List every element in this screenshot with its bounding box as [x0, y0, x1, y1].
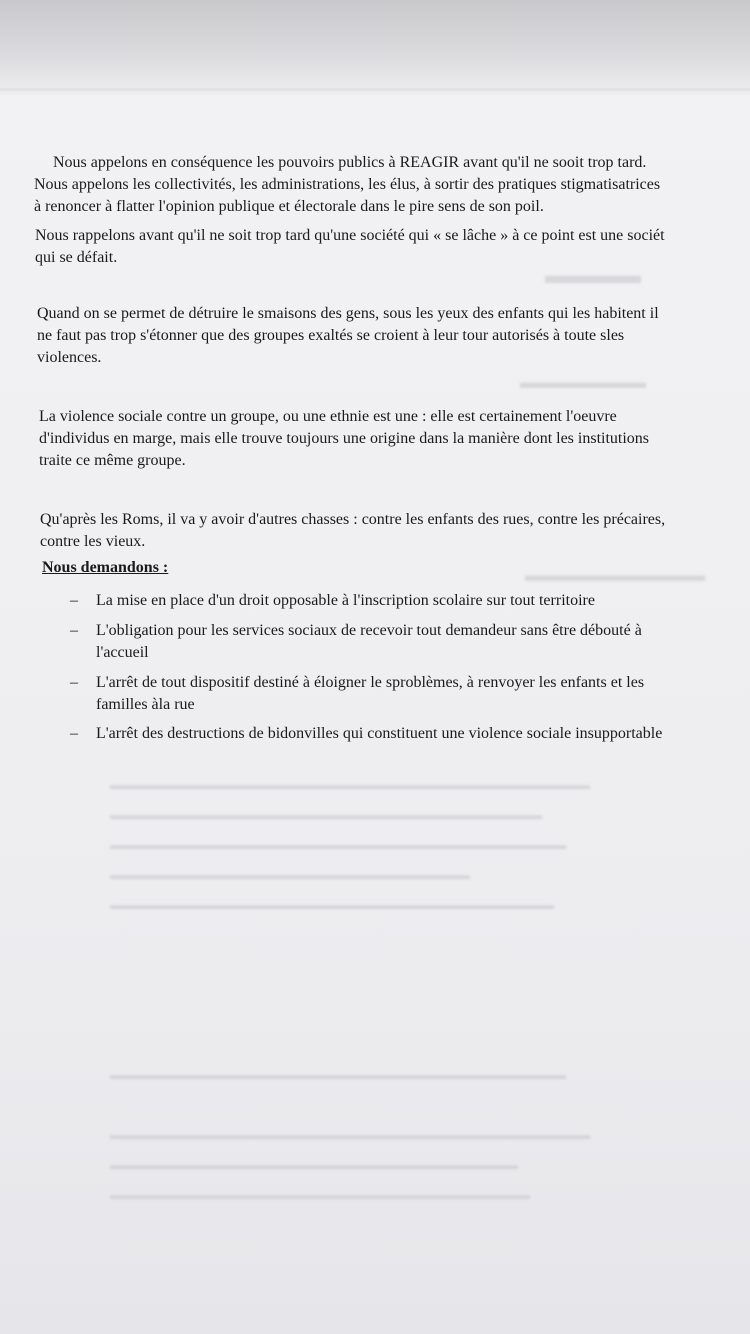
text-line: violences.	[37, 349, 102, 366]
list-item	[70, 590, 595, 612]
dash-bullet: –	[70, 592, 78, 609]
demands-heading: Nous demandons :	[42, 559, 169, 576]
bleed-through-mark: ▬▬▬▬	[545, 262, 641, 289]
text-line: à renoncer à flatter l'opinion publique et électorale dans le pire sens de son poil.	[34, 198, 544, 215]
text-line: contre les vieux.	[40, 533, 146, 550]
paragraph-destruction	[37, 303, 659, 369]
top-shadow	[0, 0, 750, 95]
text-line: Qu'après les Roms, il va y avoir d'autres chasses : contre les enfants des rues, contre les précaires,	[40, 511, 666, 528]
text-line: l'accueil	[96, 644, 149, 661]
list-item	[70, 620, 642, 664]
dash-bullet: –	[70, 622, 78, 639]
text-line: L'arrêt de tout dispositif destiné à éloigner le sproblèmes, à renvoyer les enfants et les	[96, 674, 645, 691]
dash-bullet: –	[70, 725, 78, 742]
dash-bullet: –	[70, 674, 78, 691]
bleed-through-mark: ▬▬▬▬▬▬▬▬▬▬▬▬▬▬▬▬▬▬▬▬▬▬▬▬▬▬▬▬▬▬▬▬▬▬▬▬▬▬▬▬ ▬▬▬▬▬▬▬▬▬▬▬▬▬▬▬▬▬▬▬▬▬▬▬▬▬▬▬▬▬▬▬▬▬▬▬▬ ▬▬▬▬▬▬▬▬▬▬▬▬▬▬▬▬▬▬▬▬▬▬▬▬▬▬▬▬▬▬▬▬▬▬▬▬▬▬ ▬▬▬▬▬▬▬▬▬▬▬▬▬▬▬▬▬▬▬▬▬▬▬▬▬▬▬▬▬▬ ▬▬▬▬▬▬▬▬▬▬▬▬▬▬▬▬▬▬▬▬▬▬▬▬▬▬▬▬▬▬▬▬▬▬▬▬▬	[110, 778, 590, 912]
bleed-through-mark: ▬▬▬▬▬▬▬	[520, 372, 646, 392]
text-line: La mise en place d'un droit opposable à l'inscription scolaire sur tout territoire	[96, 592, 595, 609]
paper-edge	[0, 88, 750, 91]
text-line: traite ce même groupe.	[39, 452, 186, 469]
paragraph-social-violence	[39, 406, 649, 472]
text-line: Nous appelons les collectivités, les administrations, les élus, à sortir des pratiques stigmatisatrices	[34, 176, 661, 193]
text-line: Nous appelons en conséquence les pouvoirs publics à REAGIR avant qu'il ne sooit trop tard.	[53, 154, 647, 171]
bleed-through-mark: ▬▬▬▬▬▬▬▬▬▬	[525, 565, 705, 585]
text-line: L'arrêt des destructions de bidonvilles qui constituent une violence sociale insupportable	[96, 725, 663, 742]
text-line: L'obligation pour les services sociaux de recevoir tout demandeur sans être débouté à	[96, 622, 642, 639]
bleed-through-mark: ▬▬▬▬▬▬▬▬▬▬▬▬▬▬▬▬▬▬▬▬▬▬▬▬▬▬▬▬▬▬▬▬▬▬▬▬▬▬ ▬▬▬▬▬▬▬▬▬▬▬▬▬▬▬▬▬▬▬▬▬▬▬▬▬▬▬▬▬▬▬▬▬▬▬▬▬▬▬▬ ▬▬▬▬▬▬▬▬▬▬▬▬▬▬▬▬▬▬▬▬▬▬▬▬▬▬▬▬▬▬▬▬▬▬ ▬▬▬▬▬▬▬▬▬▬▬▬▬▬▬▬▬▬▬▬▬▬▬▬▬▬▬▬▬▬▬▬▬▬▬	[110, 1068, 590, 1202]
list-item	[70, 723, 663, 745]
text-line: familles àla rue	[96, 696, 195, 713]
paragraph-other-hunts	[40, 509, 665, 553]
paragraph-reminder	[35, 225, 665, 269]
text-line: Quand on se permet de détruire le smaisons des gens, sous les yeux des enfants qui les habitent il	[37, 305, 659, 322]
paragraph-call-to-react	[34, 152, 660, 218]
text-line: ne faut pas trop s'étonner que des groupes exaltés se croient à leur tour autorisés à toute sles	[37, 327, 625, 344]
text-line: Nous rappelons avant qu'il ne soit trop tard qu'une société qui « se lâche » à ce point est une sociét	[35, 227, 665, 244]
text-line: d'individus en marge, mais elle trouve toujours une origine dans la manière dont les institutions	[39, 430, 650, 447]
text-line: qui se défait.	[35, 249, 118, 266]
text-line: La violence sociale contre un groupe, ou une ethnie est une : elle est certainement l'oeuvre	[39, 408, 617, 425]
list-item	[70, 672, 645, 716]
